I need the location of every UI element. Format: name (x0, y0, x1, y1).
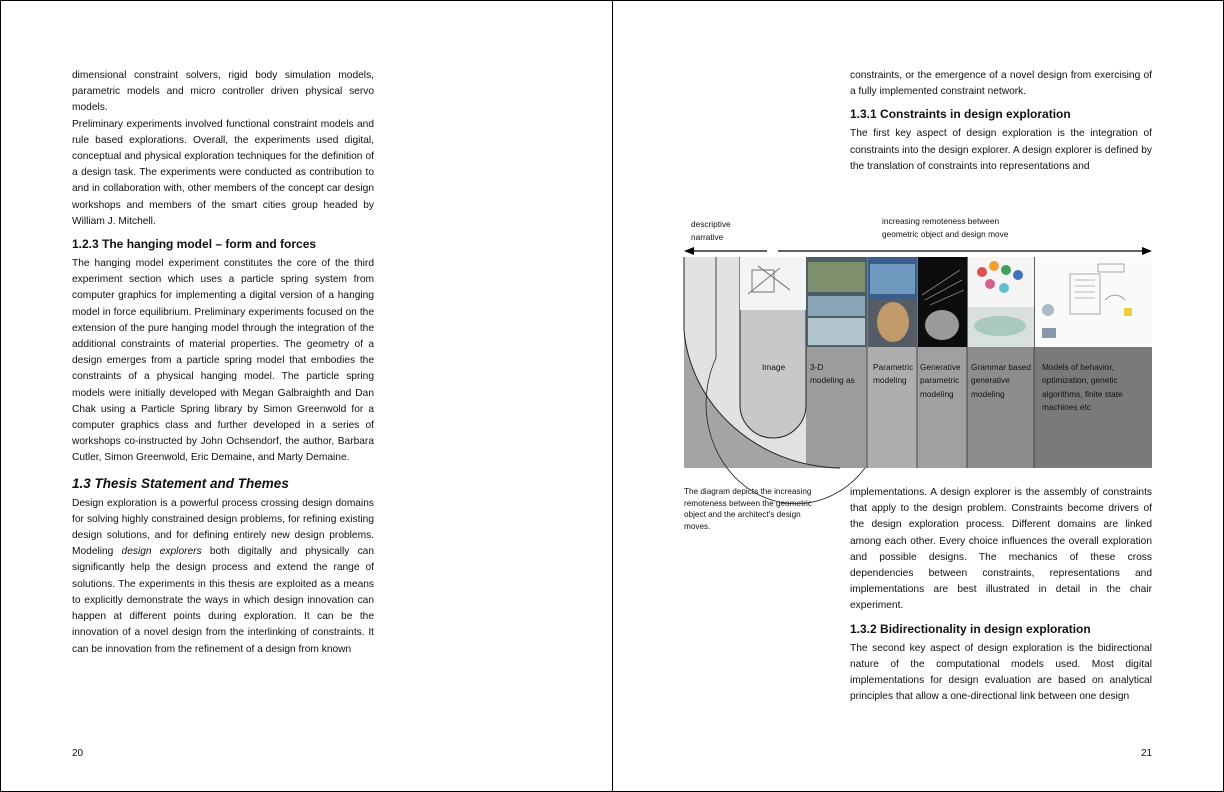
stage-3d-line-1: 3-D (810, 362, 824, 372)
stage-behavior-line-3: algorithms, finite state (1042, 388, 1123, 399)
diagram-caption: The diagram depicts the increasing remoteness between the geometric object and the architect's design moves. (684, 487, 812, 531)
heading-1-3: 1.3 Thesis Statement and Themes (72, 475, 289, 491)
stage-grammar-line-2: generative (971, 375, 1010, 386)
stage-image-line-1: Image (762, 362, 786, 372)
stage-generative-line-3: modeling (920, 388, 954, 399)
right-arrow-label-line-1: increasing remoteness between (882, 216, 1000, 226)
stage-behavior-line-2: optimization, genetic (1042, 375, 1118, 386)
left-para-3: The hanging model experiment constitutes the core of the third experiment section which uses a particle spring system from computer graphics for implementing a digital version of a hanging model in force equilibrium. Preliminary experiments focused on the extension of the pure hanging model through the integration of the additional constraints of material properties. The geometry of a design emerges from a particle spring model that embodies the constraints of a physical hanging model. The particle spring models were initially developed with Megan Galbraighth and Dan Chak using a Particle Spring library by Simon Greenwold for a computer graphics class and further developed in a series of workshops co-instructed by John Ochsendorf, the author, Barbara Cutler, Simon Greenwold, Eric Demaine, and Marty Demaine. (72, 258, 374, 464)
page-number-left: 20 (72, 748, 84, 759)
design-explorers-emphasis: design explorers (121, 546, 202, 558)
stage-label-generative (920, 361, 961, 401)
stage-grammar-line-1: Grammar based (971, 362, 1031, 372)
stage-label-3d (810, 361, 855, 388)
right-page-text-bottom (850, 485, 1152, 705)
heading-1-3-1: 1.3.1 Constraints in design exploration (850, 107, 1071, 122)
right-arrow-label-line-2: geometric object and design move (882, 229, 1009, 239)
right-arrow (778, 247, 1152, 255)
left-para-4-end: both digitally and physically can significantly help the design process and extend the range of solutions. The experiments in this thesis are exploited as a means to explicitly demonstrate the ways in which design innovation can happen at different points during exploration. It can be the innovation of a novel design from the interlinking of constraints. It can be innovation from the refinement of a design from known (72, 546, 374, 655)
stage-3d-line-2: modeling as (810, 375, 855, 386)
left-arrow-label-line-1: descriptive (691, 219, 731, 229)
left-para-2: Preliminary experiments involved functional constraint models and rule based explorations. Overall, the experiments used digital, conceptual and physical exploration techniques for the definition of a design task. The experiments were conducted as contribution to and in collaboration with, other members of the concept car design workshops and members of the smart cities group headed by William J. Mitchell. (72, 118, 374, 227)
stage-behavior-line-4: machines etc (1042, 402, 1091, 413)
stage-parametric-line-2: modeling (873, 375, 907, 386)
stage-label-parametric (873, 361, 913, 388)
stage-parametric-line-1: Parametric (873, 362, 914, 372)
stage-behavior-line-1: Models of behavior, (1042, 362, 1114, 372)
stage-grammar-line-3: modeling (971, 388, 1005, 399)
heading-1-3-2: 1.3.2 Bidirectionality in design exploration (850, 621, 1091, 636)
right-para-4: The second key aspect of design exploration is the bidirectional nature of the computational models used. Most digital implementations for design evaluation are based on analytical principles that allow a one-directional link between one design (850, 642, 1152, 703)
right-para-2: The first key aspect of design exploration is the integration of constraints into the design explorer. A design explorer is defined by the translation of constraints into representations and (850, 128, 1152, 172)
stage-label-image (762, 361, 785, 374)
left-para-4-start: Design exploration is a powerful process crossing design domains for solving highly constrained design problems, for refining existing design solutions, and for defining entirely new design problems. Modeling (72, 497, 374, 558)
heading-1-2-3: 1.2.3 The hanging model – form and forces (72, 237, 317, 252)
left-arrow-label-line-2: narrative (691, 232, 724, 242)
stage-label-grammar (971, 361, 1031, 401)
stage-generative-line-2: parametric (920, 375, 960, 386)
grammar-thumbnail-1 (968, 257, 1034, 307)
right-para-3: implementations. A design explorer is the assembly of constraints that apply to the design problem. Constraints become drivers of the design exploration process. Different domains are linked among each other. Every choice influences the overall exploration and possible designs. The mechanics of these cross dependencies between constraints, representations and implementations are best illustrated in detail in the chair experiment. (850, 487, 1152, 612)
right-para-1: constraints, or the emergence of a novel design from exercising of a fully implemented constraint network. (850, 70, 1152, 98)
stage-label-behavior (1042, 361, 1123, 415)
stage-generative-line-1: Generative (920, 362, 961, 372)
left-arrow (684, 247, 767, 255)
left-para-1: dimensional constraint solvers, rigid body simulation models, parametric models and micro controller driven physical servo models. (72, 70, 374, 114)
page-number-right: 21 (1141, 748, 1153, 759)
image-sketch-thumbnail (740, 257, 806, 310)
